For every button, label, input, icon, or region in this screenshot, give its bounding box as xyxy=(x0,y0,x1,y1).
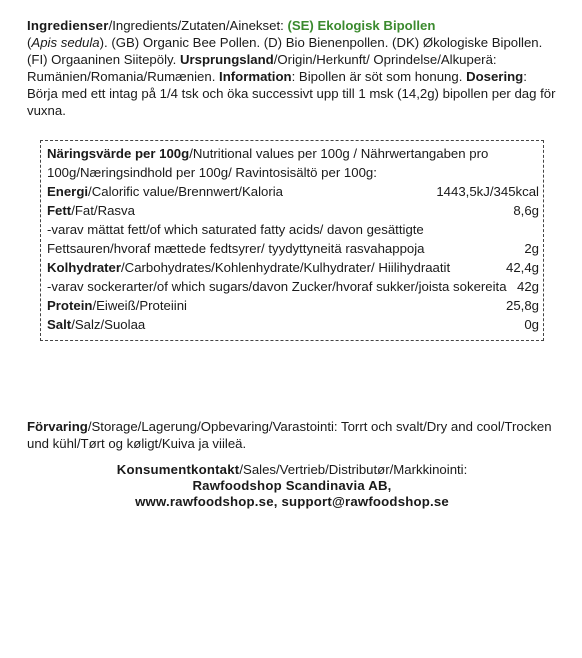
contact-label-translations: /Sales/Vertrieb/Distributør/Markkinointi: xyxy=(239,462,468,477)
storage-label: Förvaring xyxy=(27,419,88,434)
nutrient-value: 2g xyxy=(524,241,539,256)
nutrition-table xyxy=(40,140,544,341)
nutrition-row xyxy=(41,258,543,277)
nutrient-name: Kolhydrater xyxy=(47,260,122,275)
storage-text: /Storage/Lagerung/Opbevaring/Varastointi: Torrt och svalt/Dry and cool/Trocken und kühl/Tørt og køligt/Kuiva ja viileä. xyxy=(27,419,552,451)
company-name: Rawfoodshop Scandinavia AB, xyxy=(192,478,392,493)
nutrient-value: 25,8g xyxy=(505,298,539,313)
nutrient-translations: /Calorific value/Brennwert/Kaloria xyxy=(88,184,284,199)
nutrition-row xyxy=(41,296,543,315)
nutrition-row-label xyxy=(47,201,513,220)
nutrient-name: Salt xyxy=(47,317,72,332)
dosage-text: : Börja med ett intag på 1/4 tsk och öka successivt upp till 1 msk (14,2g) bipollen per dag för vuxna. xyxy=(27,69,556,118)
contact-block xyxy=(27,462,557,510)
nutrient-name: Protein xyxy=(47,298,93,313)
storage-paragraph xyxy=(27,418,557,452)
nutrition-row xyxy=(41,277,543,296)
information-label: Information xyxy=(219,69,292,84)
nutrient-translations: /Carbohydrates/Kohlenhydrate/Kulhydrater/ Hiilihydraatit xyxy=(121,260,451,275)
nutrient-translations: -varav mättat fett/of which saturated fatty acids/ davon gesättigte Fettsauren/hvoraf mættede fedtsyrer/ tyydyttyneitä rasvahappoja xyxy=(47,222,425,256)
origin-label: Ursprungsland xyxy=(179,52,274,67)
nutrition-row-label xyxy=(47,315,524,334)
nutrient-translations: -varav sockerarter/of which sugars/davon Zucker/hvoraf sukker/joista sokereita xyxy=(47,279,507,294)
contact-label: Konsumentkontakt xyxy=(116,462,240,477)
nutrition-row xyxy=(41,182,543,201)
nutrient-translations: /Salz/Suolaa xyxy=(71,317,146,332)
nutrient-translations: /Fat/Rasva xyxy=(71,203,135,218)
nutrition-header xyxy=(41,144,543,182)
latin-name: Apis sedula xyxy=(31,35,100,50)
information-text: : Bipollen är söt som honung. xyxy=(291,69,467,84)
nutrient-name: Fett xyxy=(47,203,72,218)
nutrition-row xyxy=(41,315,543,334)
origin-text: /Origin/Herkunft/ Oprindelse/Alkuperä: Rumänien/Romania/Rumænien. xyxy=(27,52,497,84)
ingredients-paragraph: Ingredienser/Ingredients/Zutaten/Ainekset: (SE) Ekologisk Bipollen (Apis sedula). (GB) Organic Bee Pollen. (D) Bio Bienenpollen. (DK) Økologiske Bipollen. (FI) Orgaaninen Siitepöly. Ursprungsland/Origin/Herkunft/ Oprindelse/Alkuperä: Rumänien/Romania/Rumænien. Information: Bipollen är söt som honung. Dosering: Börja med ett intag på 1/4 tsk och öka successivt upp till 1 msk (14,2g) bipollen per dag för vuxna. xyxy=(27,18,556,118)
nutrient-value: 0g xyxy=(524,317,539,332)
nutrient-value: 1443,5kJ/345kcal xyxy=(436,184,539,199)
nutrient-value: 42g xyxy=(516,279,539,294)
nutrition-row xyxy=(41,201,543,220)
nutrition-row-label xyxy=(47,258,506,277)
dosage-label: Dosering xyxy=(466,69,524,84)
nutrition-row-label xyxy=(47,220,524,258)
nutrition-row xyxy=(41,220,543,258)
nutrition-row-label xyxy=(47,277,517,296)
ingredients-label: Ingredienser xyxy=(27,18,109,33)
product-name: (SE) Ekologisk Bipollen xyxy=(287,18,436,33)
nutrition-row-label xyxy=(47,182,436,201)
nutrient-value: 8,6g xyxy=(513,203,539,218)
nutrition-row-label xyxy=(47,296,506,315)
nutrition-header-translations: /Nutritional values per 100g / Nährwertangaben pro 100g/Næringsindhold per 100g/ Ravintosisältö per 100g: xyxy=(47,146,489,180)
nutrient-translations: /Eiweiß/Proteiini xyxy=(92,298,187,313)
ingredients-label-translations: /Ingredients/Zutaten/Ainekset: xyxy=(108,18,288,33)
contact-web-email: www.rawfoodshop.se, support@rawfoodshop.se xyxy=(135,494,449,509)
nutrition-header-label: Näringsvärde per 100g xyxy=(47,146,190,161)
nutrient-value: 42,4g xyxy=(505,260,539,275)
contact-line xyxy=(27,462,557,478)
nutrient-name: Energi xyxy=(47,184,89,199)
product-translations: ). (GB) Organic Bee Pollen. (D) Bio Bienenpollen. (DK) Økologiske Bipollen. (FI) Orgaaninen Siitepöly. xyxy=(27,35,543,67)
